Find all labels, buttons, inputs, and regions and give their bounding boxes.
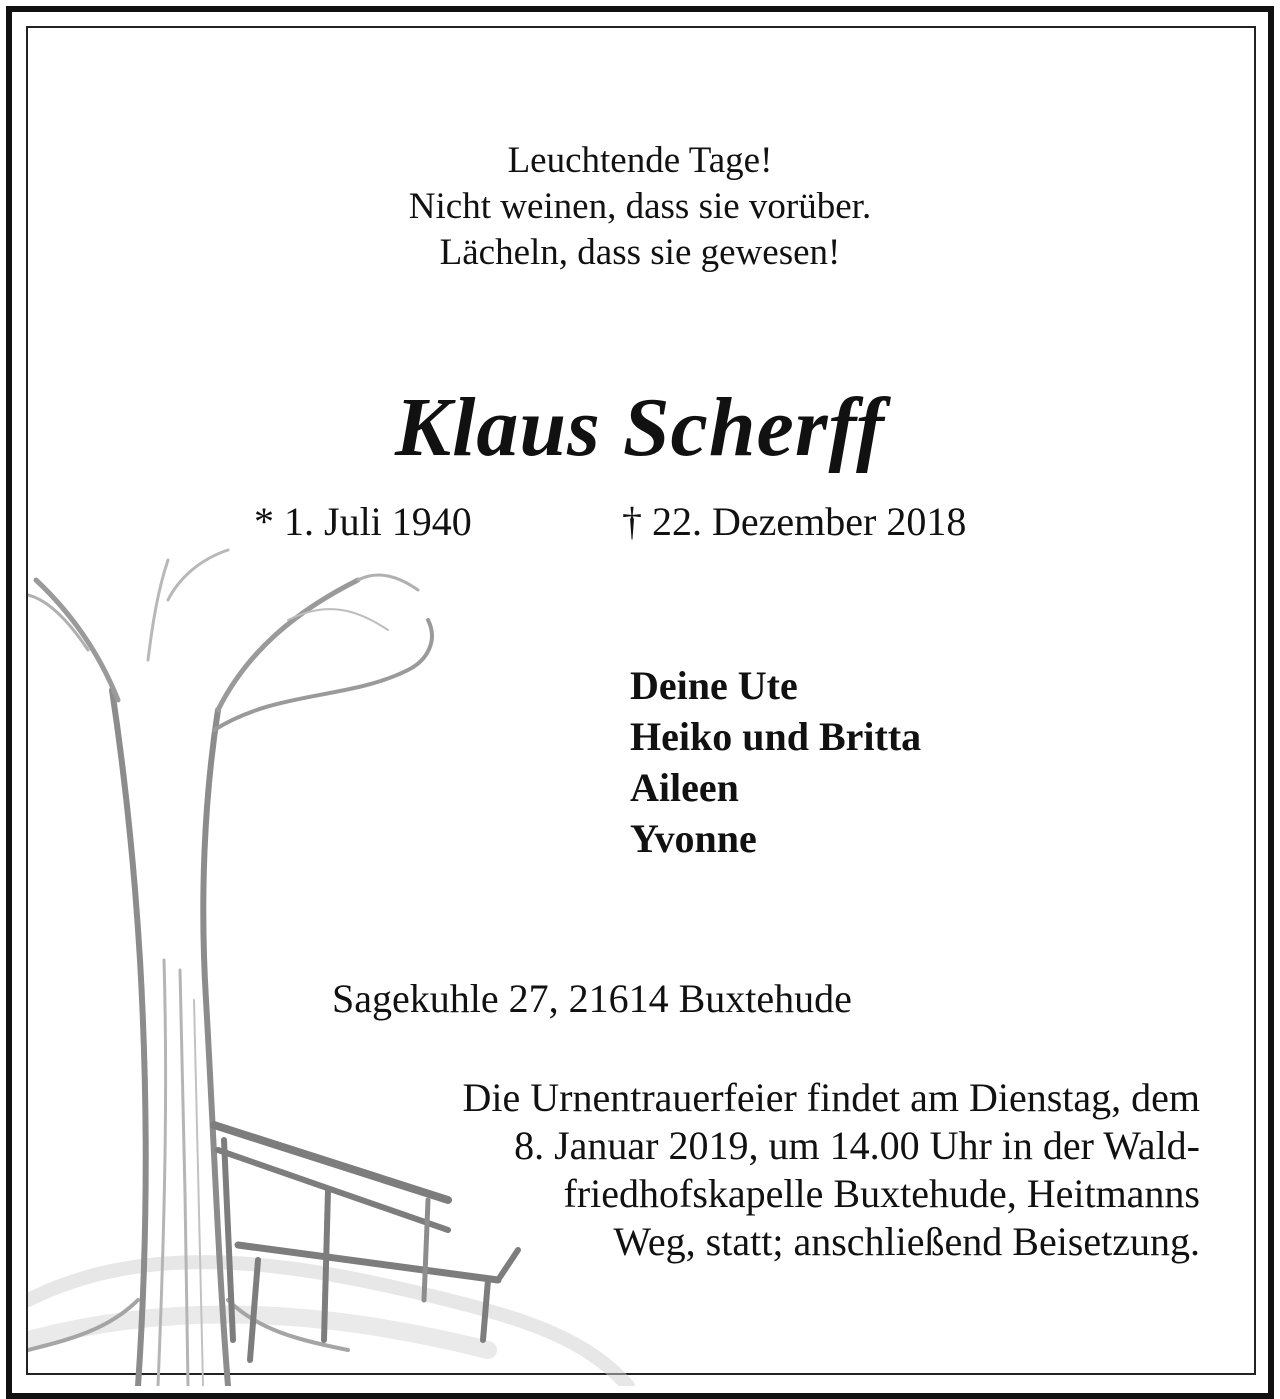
family-signatures bbox=[630, 660, 921, 864]
notice-line: 8. Januar 2019, um 14.00 Uhr in der Wald- bbox=[514, 1123, 1200, 1168]
deceased-name: Klaus Scherff bbox=[395, 381, 885, 474]
quote-line: Lächeln, dass sie gewesen! bbox=[439, 232, 841, 273]
quote-line: Nicht weinen, dass sie vorüber. bbox=[408, 186, 872, 227]
notice-line: friedhofskapelle Buxtehude, Heitmanns bbox=[563, 1171, 1200, 1216]
family-member: Deine Ute bbox=[630, 663, 798, 708]
funeral-notice bbox=[300, 1074, 1200, 1266]
family-member: Yvonne bbox=[630, 816, 757, 861]
birth-date: * 1. Juli 1940 bbox=[254, 499, 472, 544]
quote-line: Leuchtende Tage! bbox=[507, 140, 773, 181]
notice-line: Weg, statt; anschließend Beisetzung. bbox=[613, 1219, 1200, 1264]
notice-line: Die Urnentrauerfeier findet am Dienstag, dem bbox=[462, 1075, 1200, 1120]
death-date: † 22. Dezember 2018 bbox=[622, 499, 967, 544]
family-member: Aileen bbox=[630, 765, 739, 810]
memorial-quote bbox=[240, 138, 1040, 276]
family-member: Heiko und Britta bbox=[630, 714, 922, 759]
address: Sagekuhle 27, 21614 Buxtehude bbox=[332, 976, 852, 1021]
